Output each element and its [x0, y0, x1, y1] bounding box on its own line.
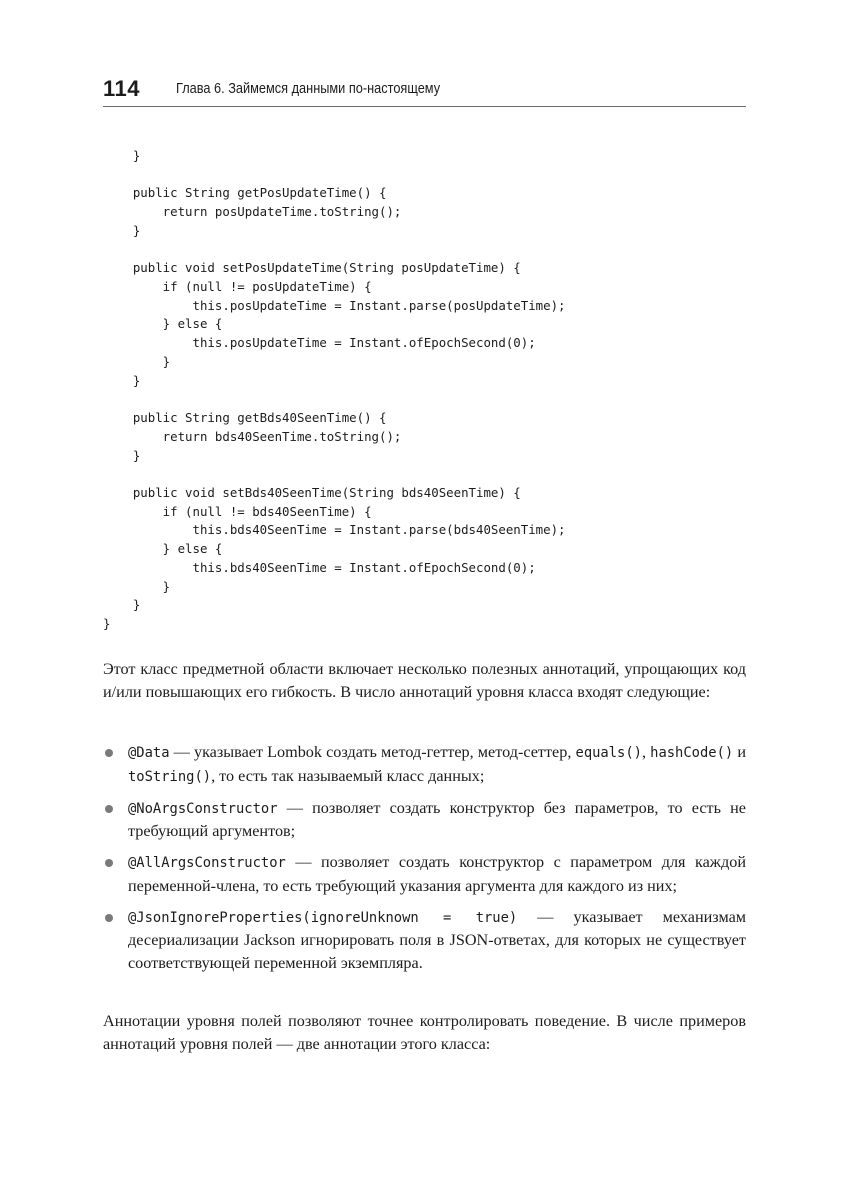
code-line: [103, 241, 746, 260]
code-line: public String getBds40SeenTime() {: [103, 410, 387, 426]
code-line: [103, 465, 746, 484]
code-line: }: [103, 353, 171, 369]
bullet-text: ,: [641, 743, 651, 761]
code-line: if (null != bds40SeenTime) {: [103, 503, 372, 519]
code-line: this.bds40SeenTime = Instant.ofEpochSecond(0);: [103, 559, 536, 575]
bullet-text: , то есть так называемый класс данных;: [211, 766, 485, 785]
code-line: public String getPosUpdateTime() {: [103, 185, 387, 201]
bullet-dot-icon: [105, 914, 113, 922]
annotation-list: [103, 741, 746, 983]
bullet-item: [103, 851, 746, 897]
code-line: }: [103, 615, 111, 631]
inline-code: @Data: [128, 745, 170, 761]
bullet-dot-icon: [105, 805, 113, 813]
bullet-dot-icon: [105, 749, 113, 757]
bullet-item: [103, 797, 746, 843]
page-number: 114: [103, 76, 140, 101]
chapter-title: Глава 6. Займемся данными по-настоящему: [176, 81, 441, 97]
code-listing: [103, 147, 746, 634]
bullet-text: и: [733, 743, 746, 761]
code-line: this.bds40SeenTime = Instant.parse(bds40SeenTime);: [103, 522, 566, 538]
code-line: public void setBds40SeenTime(String bds40SeenTime) {: [103, 484, 521, 500]
bullet-dot-icon: [105, 859, 113, 867]
closing-paragraph: Аннотации уровня полей позволяют точнее контролировать поведение. В числе примеров аннотаций уровня полей — две аннотации этого класса:: [103, 1012, 746, 1053]
code-line: }: [103, 447, 141, 463]
code-line: return posUpdateTime.toString();: [103, 204, 402, 220]
inline-code: @JsonIgnoreProperties(ignoreUnknown = true): [128, 909, 518, 926]
inline-code: @NoArgsConstructor: [128, 800, 278, 817]
bullet-text: — позволяет создать конструктор с параметром для каждой переменной-члена, то есть требующий указания аргумента для каждого из них;: [128, 853, 746, 895]
bullet-text: — указывает механизмам десериализации Jackson игнорировать поля в JSON-ответах, для которых не существует соответствующей переменной экземпляра.: [128, 907, 747, 972]
code-line: }: [103, 222, 141, 238]
inline-code: @AllArgsConstructor: [128, 855, 286, 871]
inline-code: hashCode(): [650, 745, 734, 761]
code-line: public void setPosUpdateTime(String posUpdateTime) {: [103, 260, 521, 276]
running-header: [103, 72, 746, 107]
code-line: }: [103, 372, 141, 388]
code-line: if (null != posUpdateTime) {: [103, 279, 372, 295]
code-line: [103, 166, 746, 185]
code-line: this.posUpdateTime = Instant.parse(posUpdateTime);: [103, 297, 566, 313]
bullet-item: [103, 906, 746, 975]
code-line: }: [103, 597, 141, 613]
inline-code: equals(): [575, 745, 642, 761]
bullet-text: — указывает Lombok создать метод-геттер, метод-сеттер,: [169, 743, 576, 761]
code-line: this.posUpdateTime = Instant.ofEpochSecond(0);: [103, 335, 536, 351]
code-line: } else {: [103, 316, 223, 332]
code-line: }: [103, 148, 141, 163]
code-line: [103, 390, 746, 409]
bullet-item: [103, 741, 746, 788]
intro-paragraph: Этот класс предметной области включает несколько полезных аннотаций, упрощающих код и/или повышающих его гибкость. В число аннотаций уровня класса входят следующие:: [103, 660, 746, 701]
code-line: }: [103, 578, 171, 594]
code-line: } else {: [103, 541, 223, 557]
inline-code: toString(): [128, 768, 212, 785]
code-line: return bds40SeenTime.toString();: [103, 428, 402, 444]
bullet-text: — позволяет создать конструктор без параметров, то есть не требующий аргументов;: [128, 798, 746, 840]
